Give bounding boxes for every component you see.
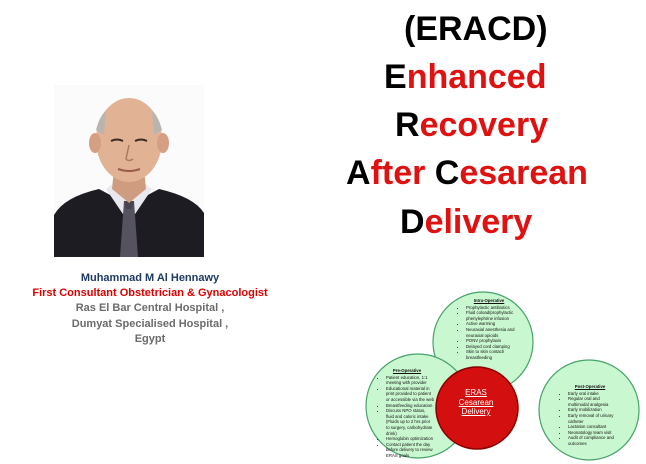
- list-item: • Early mobilization: [568, 407, 618, 413]
- title-enhanced: Enhanced: [384, 58, 547, 96]
- list-item: • Early removal of urinary catheter: [568, 413, 618, 424]
- list-item: • Skin to skin contact/ breastfeeding: [466, 349, 518, 360]
- list-item: • Neuraxial anesthesia and neuraxial opioids: [466, 327, 518, 338]
- list-item: • Lactation consultant: [568, 424, 618, 430]
- list-item: • Active warming: [466, 321, 518, 327]
- pre-heading: Pre-Operative: [392, 368, 422, 373]
- list-item: • Early oral intake: [568, 391, 618, 397]
- list-item: • Audit of compliance and outcomes: [568, 435, 618, 446]
- author-position: First Consultant Obstetrician & Gynacologist: [32, 287, 268, 299]
- intra-heading: Intra-Operative: [473, 298, 505, 303]
- list-item: • Discuss NPO status, fluid and caloric intake (Fluids up to 2 hrs prior to surgery, carbohydrate drink): [386, 408, 434, 436]
- author-hospital-1: Ras El Bar Central Hospital ,: [75, 302, 225, 314]
- author-photo: [54, 85, 204, 257]
- list-item: • Regular oral and multimodal analgesia: [568, 396, 618, 407]
- author-info: [0, 271, 300, 348]
- eras-venn-diagram: [364, 282, 646, 464]
- pre-operative-text: [380, 368, 434, 459]
- list-item: • Fluid coload/prophylactic phenylephrine infusion: [466, 310, 518, 321]
- title-after-cesarean: After Cesarean: [346, 154, 588, 192]
- list-item: • PONV prophylaxis: [466, 338, 518, 344]
- list-item: • Patient education, 1:1 meeting with provider: [386, 375, 434, 386]
- title-acronym: (ERACD): [404, 10, 548, 48]
- list-item: • Delayed cord clamping: [466, 344, 518, 350]
- list-item: • Breastfeeding education: [386, 403, 434, 409]
- author-name: Muhammad M Al Hennawy: [80, 272, 220, 284]
- intra-operative-text: [460, 298, 518, 361]
- author-hospital-2: Dumyat Specialised Hospital ,: [71, 317, 229, 330]
- title-delivery: Delivery: [400, 203, 533, 241]
- author-country: Egypt: [134, 333, 166, 345]
- post-operative-text: [562, 384, 618, 447]
- title-recovery: Recovery: [395, 106, 549, 144]
- center-label: ERAS Cesarean Delivery: [458, 388, 494, 416]
- list-item: • Educational material in print provided to patient or accessible via the web: [386, 386, 434, 403]
- list-item: • Neonatology team visit: [568, 430, 618, 436]
- list-item: • Contact patient the day before delivery to review ERAS goals: [386, 442, 434, 459]
- list-item: • Prophylactic antibiotics: [466, 305, 518, 311]
- list-item: • Hemoglobin optimization: [386, 436, 434, 442]
- post-heading: Post-Operative: [574, 384, 606, 389]
